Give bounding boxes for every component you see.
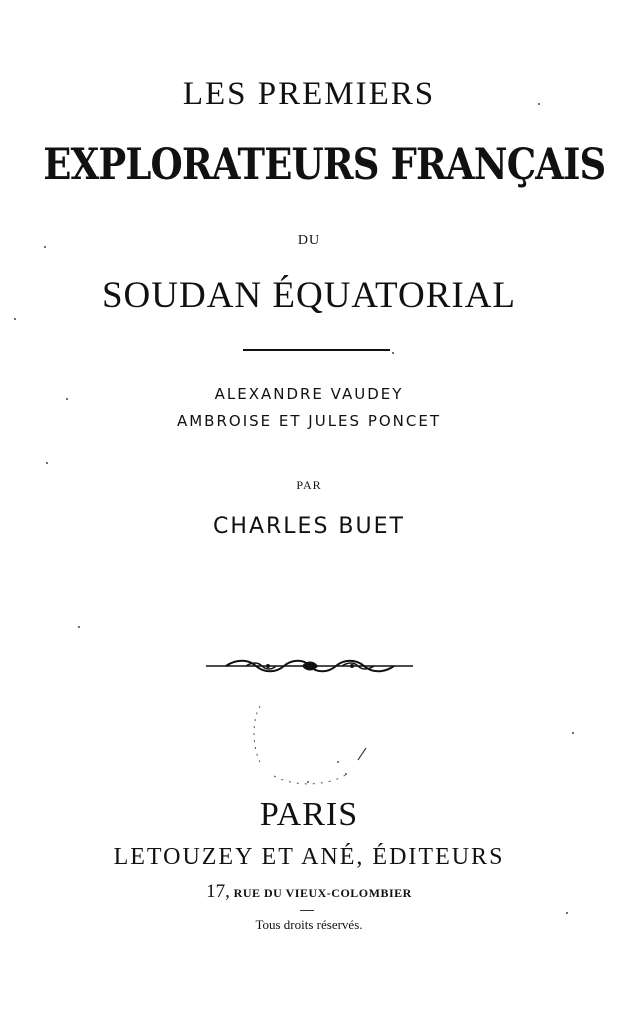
title-line-explorateurs: EXPLORATEURS FRANÇAIS — [43, 140, 606, 190]
author-name: CHARLES BUET — [213, 514, 405, 539]
paper-speck — [572, 732, 574, 734]
title-rule-divider — [243, 349, 390, 351]
paper-speck — [46, 462, 48, 464]
address-number: 17, — [206, 881, 230, 902]
paper-speck — [78, 626, 80, 628]
imprint-rights: Tous droits réservés. — [255, 917, 363, 932]
paper-speck — [44, 246, 46, 248]
subject-line-2: AMBROISE ET JULES PONCET — [176, 412, 442, 430]
subject-line-1: ALEXANDRE VAUDEY — [214, 385, 404, 403]
library-stamp-icon — [246, 690, 376, 790]
imprint-address — [0, 881, 618, 903]
by-label: PAR — [296, 478, 322, 492]
title-line-du: DU — [297, 233, 321, 248]
imprint-publisher: LETOUZEY ET ANÉ, ÉDITEURS — [113, 844, 505, 870]
paper-speck — [392, 352, 394, 354]
paper-speck — [538, 103, 540, 105]
paper-speck — [14, 318, 16, 320]
paper-speck — [566, 912, 568, 914]
address-street: RUE DU VIEUX-COLOMBIER — [233, 886, 412, 900]
fleuron-rule-icon — [206, 656, 413, 676]
title-line-les-premiers: LES PREMIERS — [182, 76, 436, 112]
paper-speck — [66, 398, 68, 400]
title-line-soudan: SOUDAN ÉQUATORIAL — [101, 275, 517, 316]
imprint-city: PARIS — [259, 796, 359, 833]
imprint-rule-divider — [300, 910, 314, 911]
